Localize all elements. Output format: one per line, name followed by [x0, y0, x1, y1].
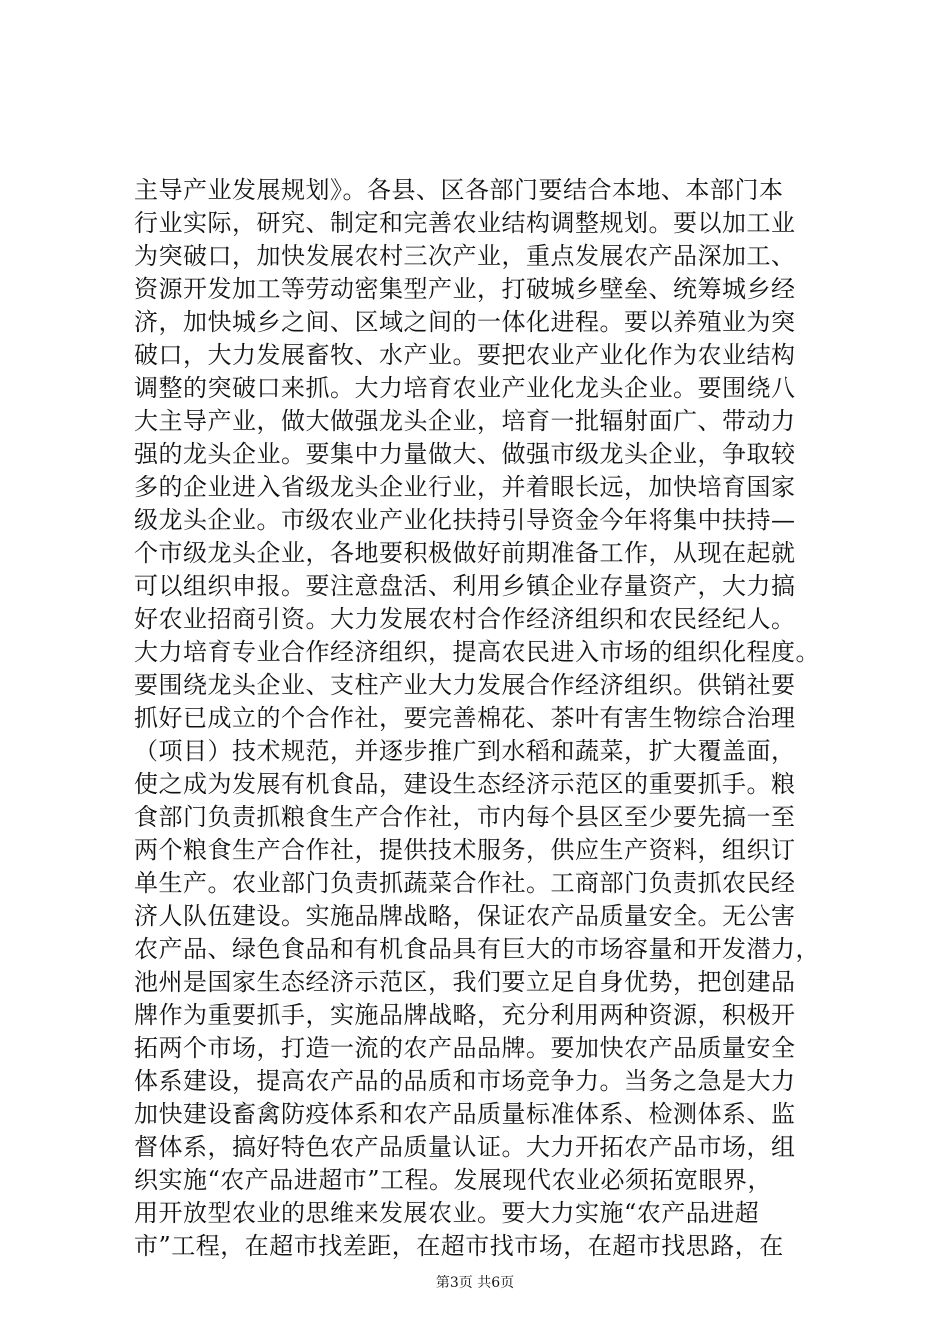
text-line: 大力培育专业合作经济组织，提高农民进入市场的组织化程度。: [134, 638, 820, 666]
text-line: （项目）技术规范，并逐步推广到水稻和蔬菜，扩大覆盖面，: [134, 737, 796, 765]
text-line: 行业实际，研究、制定和完善农业结构调整规划。要以加工业: [134, 209, 796, 237]
text-line: 可以组织申报。要注意盘活、利用乡镇企业存量资产，大力搞: [134, 572, 796, 600]
text-line: 抓好已成立的个合作社，要完善棉花、茶叶有害生物综合治理: [134, 704, 796, 732]
text-line: 食部门负责抓粮食生产合作社，市内每个县区至少要先搞一至: [134, 803, 796, 831]
text-line: 农产品、绿色食品和有机食品具有巨大的市场容量和开发潜力，: [134, 935, 820, 963]
text-line: 济人队伍建设。实施品牌战略，保证农产品质量安全。无公害: [134, 902, 796, 930]
text-line: 个市级龙头企业，各地要积极做好前期准备工作，从现在起就: [134, 539, 796, 567]
text-line: 多的企业进入省级龙头企业行业，并着眼长远，加快培育国家: [134, 473, 796, 501]
text-line: 大主导产业，做大做强龙头企业，培育一批辐射面广、带动力: [134, 407, 796, 435]
text-line: 池州是国家生态经济示范区，我们要立足自身优势，把创建品: [134, 968, 796, 996]
text-line: 用开放型农业的思维来发展农业。要大力实施“农产品进超: [134, 1199, 760, 1227]
text-line: 两个粮食生产合作社，提供技术服务，供应生产资料，组织订: [134, 836, 796, 864]
text-line: 体系建设，提高农产品的品质和市场竞争力。当务之急是大力: [134, 1067, 796, 1095]
text-line: 市”工程，在超市找差距，在超市找市场，在超市找思路，在: [134, 1232, 784, 1260]
text-line: 破口，大力发展畜牧、水产业。要把农业产业化作为农业结构: [134, 341, 796, 369]
text-line: 级龙头企业。市级农业产业化扶持引导资金今年将集中扶持—: [134, 506, 796, 534]
text-line: 强的龙头企业。要集中力量做大、做强市级龙头企业，争取较: [134, 440, 796, 468]
text-line: 为突破口，加快发展农村三次产业，重点发展农产品深加工、: [134, 242, 796, 270]
page-footer: 第3页 共6页: [435, 1275, 515, 1291]
text-line: 要围绕龙头企业、支柱产业大力发展合作经济组织。供销社要: [134, 671, 796, 699]
text-line: 单生产。农业部门负责抓蔬菜合作社。工商部门负责抓农民经: [134, 869, 796, 897]
text-line: 织实施“农产品进超市”工程。发展现代农业必须拓宽眼界，: [134, 1166, 773, 1194]
text-line: 使之成为发展有机食品，建设生态经济示范区的重要抓手。粮: [134, 770, 796, 798]
text-line: 主导产业发展规划》。各县、区各部门要结合本地、本部门本: [134, 176, 784, 204]
body-text: [134, 174, 834, 1263]
text-line: 好农业招商引资。大力发展农村合作经济组织和农民经纪人。: [134, 605, 796, 633]
text-line: 济，加快城乡之间、区域之间的一体化进程。要以养殖业为突: [134, 308, 796, 336]
text-line: 督体系，搞好特色农产品质量认证。大力开拓农产品市场，组: [134, 1133, 796, 1161]
text-line: 加快建设畜禽防疫体系和农产品质量标准体系、检测体系、监: [134, 1100, 796, 1128]
text-line: 拓两个市场，打造一流的农产品品牌。要加快农产品质量安全: [134, 1034, 796, 1062]
text-line: 牌作为重要抓手，实施品牌战略，充分利用两种资源，积极开: [134, 1001, 796, 1029]
text-line: 调整的突破口来抓。大力培育农业产业化龙头企业。要围绕八: [134, 374, 796, 402]
text-line: 资源开发加工等劳动密集型产业，打破城乡壁垒、统筹城乡经: [134, 275, 796, 303]
